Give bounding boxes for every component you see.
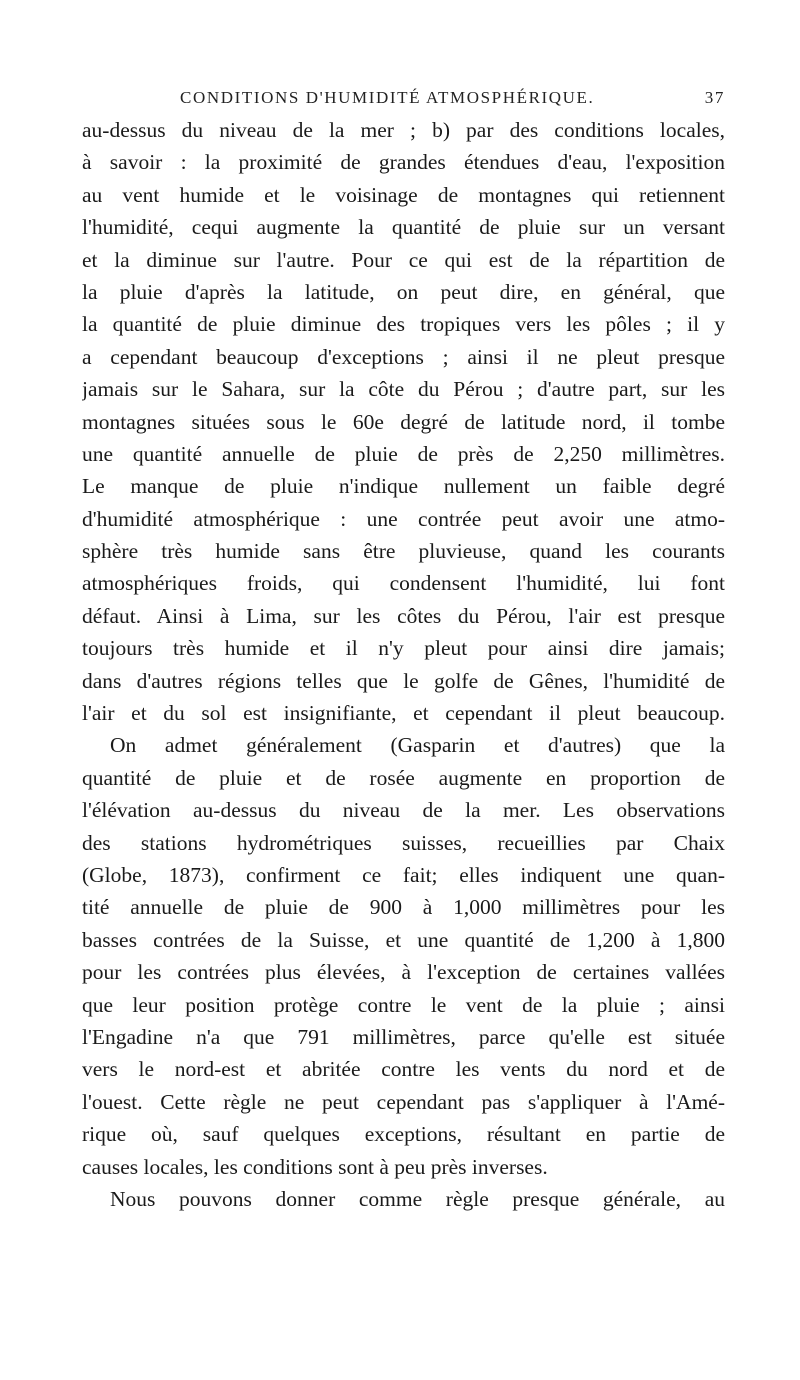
text-line: quantité de pluie et de rosée augmente en proportion de (82, 765, 725, 790)
text-line: atmosphériques froids, qui condensent l'humidité, lui font (82, 571, 725, 596)
text-line: l'humidité, cequi augmente la quantité de pluie sur un versant (82, 215, 725, 240)
text-line: On admet généralement (Gasparin et d'autres) que la (110, 733, 725, 758)
text-line: d'humidité atmosphérique : une contrée peut avoir une atmo- (82, 506, 725, 531)
text-line: au vent humide et le voisinage de montagnes qui retiennent (82, 182, 725, 207)
text-line: des stations hydrométriques suisses, recueillies par Chaix (82, 830, 725, 855)
text-line: la quantité de pluie diminue des tropiques vers les pôles ; il y (82, 312, 725, 337)
text-line: (Globe, 1873), confirment ce fait; elles indiquent une quan- (82, 862, 725, 887)
running-head-title: CONDITIONS D'HUMIDITÉ ATMOSPHÉRIQUE. (180, 88, 595, 107)
running-head (180, 88, 725, 112)
text-line: l'ouest. Cette règle ne peut cependant pas s'appliquer à l'Amé- (82, 1089, 725, 1114)
text-line: l'air et du sol est insignifiante, et cependant il pleut beaucoup. (82, 701, 725, 726)
text-line: Nous pouvons donner comme règle presque générale, au (110, 1186, 725, 1211)
text-line: pour les contrées plus élevées, à l'exception de certaines vallées (82, 960, 725, 985)
text-line: toujours très humide et il n'y pleut pour ainsi dire jamais; (82, 636, 725, 661)
text-line: à savoir : la proximité de grandes étendues d'eau, l'exposition (82, 150, 725, 175)
text-line: jamais sur le Sahara, sur la côte du Pérou ; d'autre part, sur les (82, 377, 725, 402)
text-line: tité annuelle de pluie de 900 à 1,000 millimètres pour les (82, 895, 725, 920)
text-line: vers le nord-est et abritée contre les vents du nord et de (82, 1057, 725, 1082)
text-line: causes locales, les conditions sont à peu près inverses. (82, 1154, 548, 1179)
text-line: basses contrées de la Suisse, et une quantité de 1,200 à 1,800 (82, 927, 725, 952)
text-line: défaut. Ainsi à Lima, sur les côtes du Pérou, l'air est presque (82, 603, 725, 628)
page-number: 37 (704, 88, 725, 107)
text-line: montagnes situées sous le 60e degré de latitude nord, il tombe (82, 409, 725, 434)
text-line: au-dessus du niveau de la mer ; b) par des conditions locales, (82, 118, 725, 142)
body-text (82, 114, 725, 1215)
text-line: et la diminue sur l'autre. Pour ce qui est de la répartition de (82, 247, 725, 272)
text-line: sphère très humide sans être pluvieuse, quand les courants (82, 539, 725, 564)
text-line: rique où, sauf quelques exceptions, résultant en partie de (82, 1122, 725, 1147)
text-line: a cependant beaucoup d'exceptions ; ainsi il ne pleut presque (82, 344, 725, 369)
text-line: dans d'autres régions telles que le golfe de Gênes, l'humidité de (82, 668, 725, 693)
text-line: Le manque de pluie n'indique nullement un faible degré (82, 474, 725, 499)
text-line: la pluie d'après la latitude, on peut dire, en général, que (82, 279, 725, 304)
text-line: que leur position protège contre le vent de la pluie ; ainsi (82, 992, 725, 1017)
text-line: l'Engadine n'a que 791 millimètres, parce qu'elle est située (82, 1024, 725, 1049)
text-line: l'élévation au-dessus du niveau de la mer. Les observations (82, 798, 725, 823)
text-line: une quantité annuelle de pluie de près de 2,250 millimètres. (82, 441, 725, 466)
